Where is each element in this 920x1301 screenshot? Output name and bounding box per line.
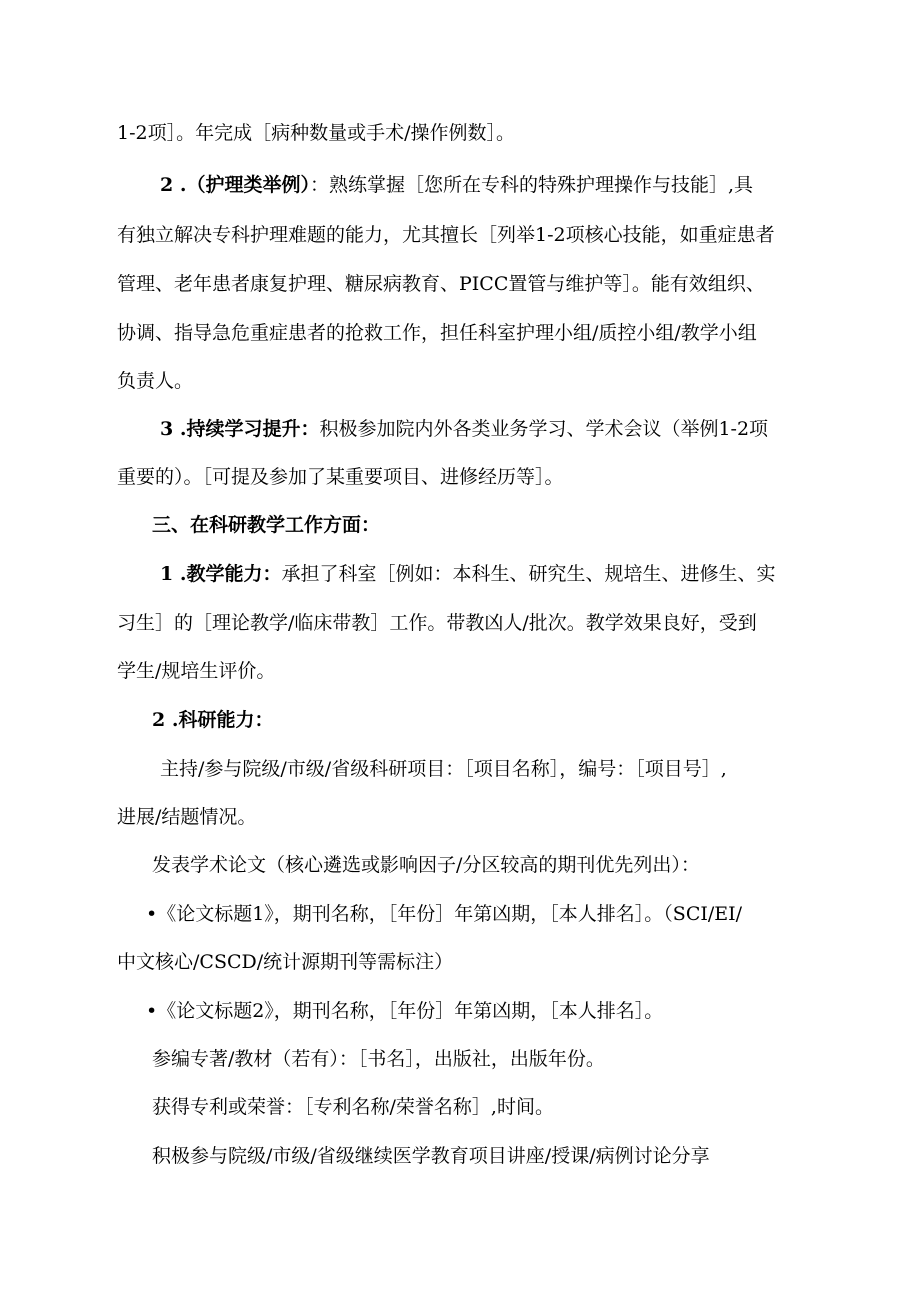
paragraph-line: 发表学术论文（核心遴选或影响因子/分区较高的期刊优先列出）： [152,854,700,876]
item-text: 积极参加院内外各类业务学习、学术会议（举例1-2项 [319,418,769,440]
paragraph-line: 协调、指导急危重症患者的抢救工作，担任科室护理小组/质控小组/教学小组 [117,322,757,344]
paragraph-line: 主持/参与院级/市级/省级科研项目：［项目名称］，编号：［项目号］, [160,758,727,780]
item-heading: 3 .持续学习提升： [160,418,320,440]
item-text: ：熟练掌握［您所在专科的特殊护理操作与技能］,具 [309,174,754,196]
paragraph-line: 进展/结题情况。 [117,806,257,828]
item-heading: （护理类举例） [186,174,310,196]
paragraph-line: 中文核心/CSCD/统计源期刊等需标注） [117,951,454,973]
section-heading: 三、在科研教学工作方面： [152,514,381,536]
paragraph-heading-research: 2 .科研能力： [152,709,274,731]
list-item: •《论文标题1》，期刊名称，［年份］年第凶期，［本人排名］。（SCI/EI/ [146,903,743,925]
paragraph-line: 重要的）。［可提及参加了某重要项目、进修经历等］。 [117,466,564,488]
paragraph-heading-nursing [160,172,850,198]
paragraph-heading-learning [160,416,850,442]
paragraph-line: 有独立解决专科护理难题的能力，尤其擅长［列举1-2项核心技能，如重症患者 [117,224,775,246]
paragraph-line: 参编专著/教材（若有）：［书名］，出版社，出版年份。 [152,1048,605,1070]
item-heading: 1 .教学能力： [160,563,282,585]
paragraph-line: 积极参与院级/市级/省级继续医学教育项目讲座/授课/病例讨论分享 [152,1145,710,1167]
paragraph-line: 学生/规培生评价。 [117,660,276,682]
paragraph-line: 获得专利或荣誉：［专利名称/荣誉名称］,时间。 [152,1096,554,1118]
paragraph-line: 习生］的［理论教学/临床带教］工作。带教凶人/批次。教学效果良好，受到 [117,612,757,634]
paragraph-heading-teaching [160,561,850,587]
list-item: •《论文标题2》，期刊名称，［年份］年第凶期，［本人排名］。 [146,1000,664,1022]
paragraph-line: 负责人。 [117,370,194,392]
paragraph-line: 1-2项］。年完成［病种数量或手术/操作例数］。 [117,122,515,144]
item-text: 承担了科室［例如：本科生、研究生、规培生、进修生、实 [281,563,776,585]
item-number: 2 . [160,174,187,196]
paragraph-line: 管理、老年患者康复护理、糖尿病教育、PICC置管与维护等］。能有效组织、 [117,273,765,295]
